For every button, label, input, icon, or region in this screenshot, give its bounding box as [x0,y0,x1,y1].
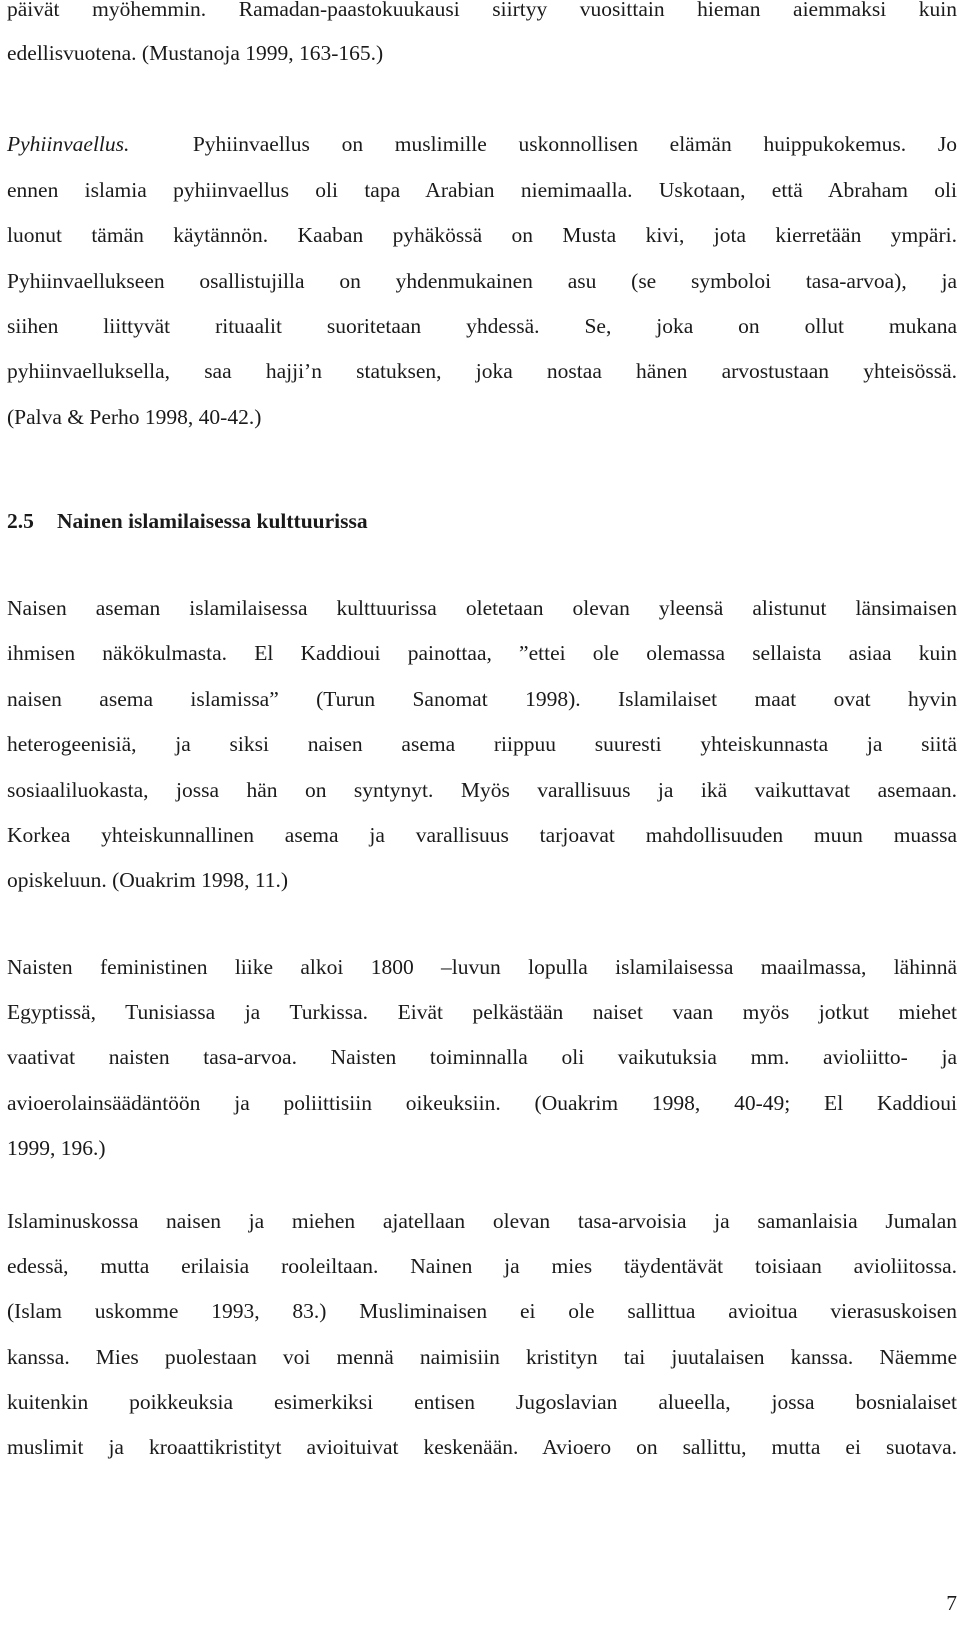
text-line: 1999, 196.) [7,1136,106,1160]
text-line: muslimit ja kroaattikristityt avioituivat keskenään. Avioero on sallittu, mutta ei suotava. [7,1435,957,1459]
text-line: edellisvuotena. (Mustanoja 1999, 163-165.) [7,41,384,65]
text-line: edessä, mutta erilaisia rooleiltaan. Nainen ja mies täydentävät toisiaan avioliitossa. [7,1254,957,1278]
pilgrimage-line-rest: Pyhiinvaellus on muslimille uskonnollisen elämän huippukokemus. Jo [161,132,957,156]
text-line: Pyhiinvaellukseen osallistujilla on yhdenmukainen asu (se symboloi tasa-arvoa), ja [7,269,957,293]
text-line: naisen asema islamissa” (Turun Sanomat 1998). Islamilaiset maat ovat hyvin [7,687,957,711]
text-segment: ihmisen näkökulmasta. El Kaddioui painottaa, ”ettei ole olemassa sellaista asiaa kuin [7,641,957,665]
text-line: avioerolainsäädäntöön ja poliittisiin oikeuksiin. (Ouakrim 1998, 40-49; El Kaddioui [7,1091,957,1115]
section-heading [7,506,957,536]
text-line: Islaminuskossa naisen ja miehen ajatellaan olevan tasa-arvoisia ja samanlaisia Jumalan [7,1209,957,1233]
text-line: vaativat naisten tasa-arvoa. Naisten toiminnalla oli vaikutuksia mm. avioliitto- ja [7,1045,957,1069]
text-line: opiskeluun. (Ouakrim 1998, 11.) [7,868,289,892]
text-line: heterogeenisiä, ja siksi naisen asema riippuu suuresti yhteiskunnasta ja siitä [7,732,957,756]
text-line: Naisen aseman islamilaisessa kulttuurissa oletetaan olevan yleensä alistunut länsimaisen [7,596,957,620]
section-number: 2.5 [7,509,34,533]
text-line [7,129,957,159]
text-line: (Islam uskomme 1993, 83.) Musliminaisen ei ole sallittua avioitua vierasuskoisen [7,1299,957,1323]
text-line [7,638,957,668]
text-line: ennen islamia pyhiinvaellus oli tapa Arabian niemimaalla. Uskotaan, että Abraham oli [7,178,957,202]
text-line: Korkea yhteiskunnallinen asema ja varallisuus tarjoavat mahdollisuuden muun muassa [7,823,957,847]
pilgrimage-term: Pyhiinvaellus. [7,132,130,156]
text-line: sosiaaliluokasta, jossa hän on syntynyt. Myös varallisuus ja ikä vaikuttavat asemaan. [7,778,957,802]
text-line: siihen liittyvät rituaalit suoritetaan yhdessä. Se, joka on ollut mukana [7,314,957,338]
section-title: Nainen islamilaisessa kulttuurissa [57,509,368,533]
text-line: pyhiinvaelluksella, saa hajji’n statuksen, joka nostaa hänen arvostustaan yhteisössä. [7,359,957,383]
text-line: Naisten feministinen liike alkoi 1800 –luvun lopulla islamilaisessa maailmassa, lähinnä [7,955,957,979]
text-line: luonut tämän käytännön. Kaaban pyhäkössä on Musta kivi, jota kierretään ympäri. [7,223,957,247]
text-line: kanssa. Mies puolestaan voi mennä naimisiin kristityn tai juutalaisen kanssa. Näemme [7,1345,957,1369]
page-number: 7 [946,1591,957,1615]
text-line: Egyptissä, Tunisiassa ja Turkissa. Eivät pelkästään naiset vaan myös jotkut miehet [7,1000,957,1024]
text-line: kuitenkin poikkeuksia esimerkiksi entisen Jugoslavian alueella, jossa bosnialaiset [7,1390,957,1414]
text-line: päivät myöhemmin. Ramadan-paastokuukausi siirtyy vuosittain hieman aiemmaksi kuin [7,0,957,21]
text-line: (Palva & Perho 1998, 40-42.) [7,405,262,429]
